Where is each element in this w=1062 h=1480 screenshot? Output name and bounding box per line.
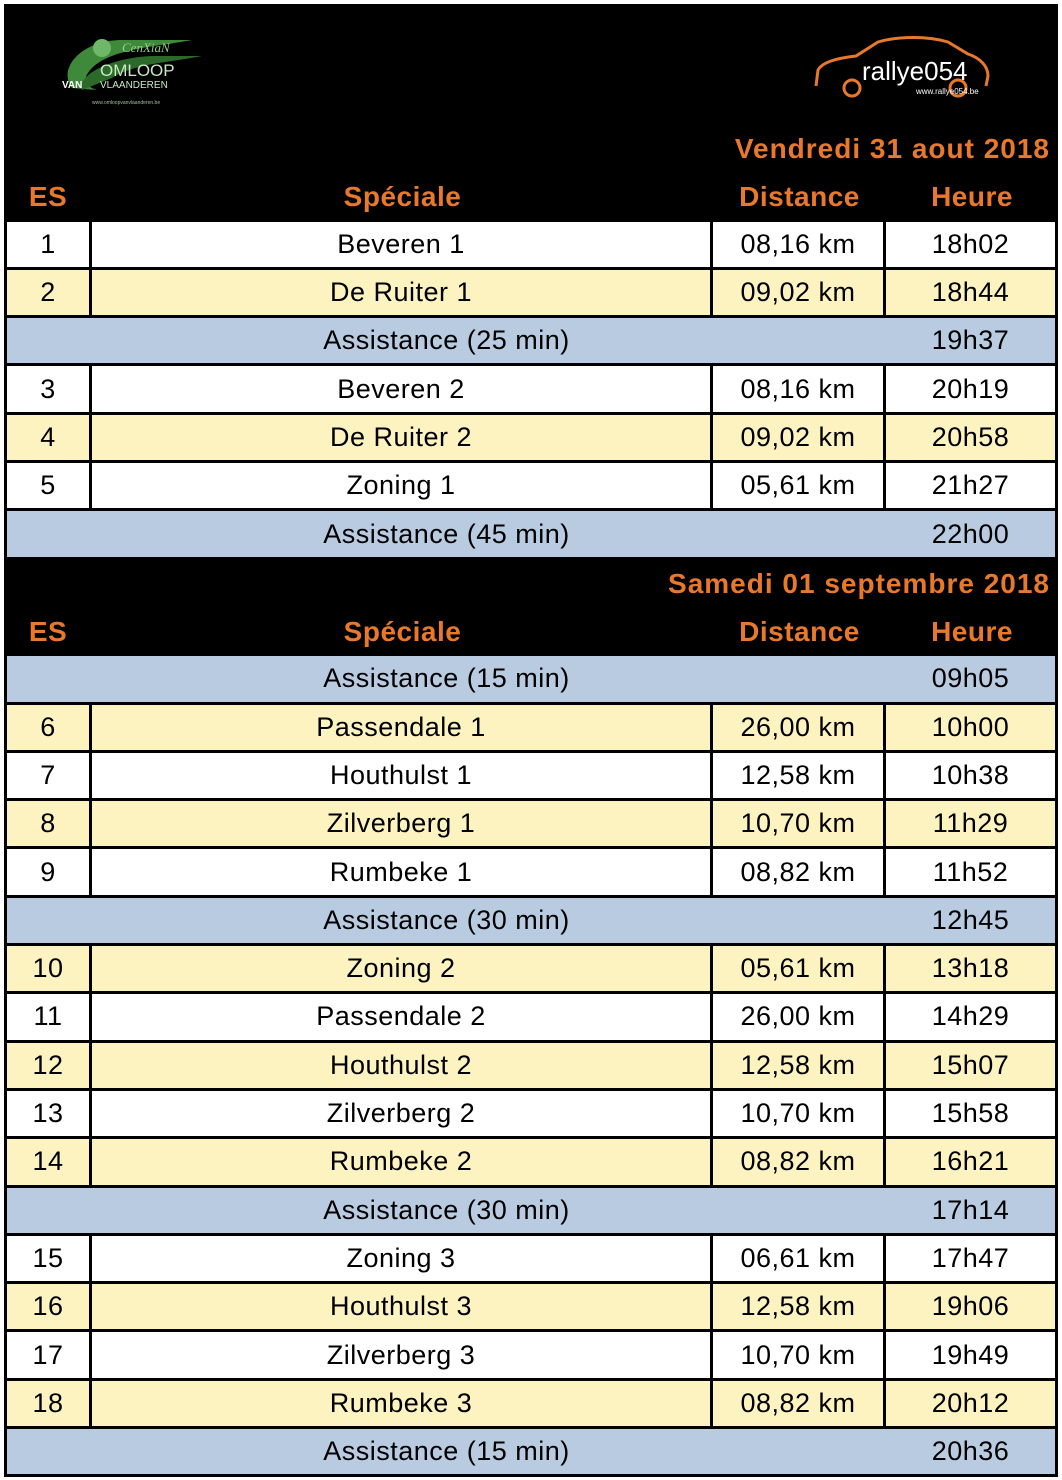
assistance-row xyxy=(4,898,1058,946)
column-heure-header: Heure xyxy=(931,181,1013,213)
assistance-time: 12h45 xyxy=(886,898,1058,946)
stage-time: 17h47 xyxy=(886,1236,1058,1284)
column-distance-header: Distance xyxy=(739,181,860,213)
stage-distance: 08,16 km xyxy=(713,366,886,414)
day-date-row xyxy=(4,125,1058,173)
stage-name: Beveren 2 xyxy=(92,366,713,414)
assistance-time: 17h14 xyxy=(886,1188,1058,1236)
stage-time: 20h12 xyxy=(886,1381,1058,1429)
stage-name: Rumbeke 2 xyxy=(92,1139,713,1187)
stage-name: Beveren 1 xyxy=(92,222,713,270)
stage-row xyxy=(4,1236,1058,1284)
stage-number: 6 xyxy=(4,705,92,753)
stage-distance: 05,61 km xyxy=(713,463,886,511)
stage-number: 8 xyxy=(4,801,92,849)
stage-number: 16 xyxy=(4,1284,92,1332)
stage-time: 18h02 xyxy=(886,222,1058,270)
column-header-row xyxy=(4,608,1058,656)
logo-bar xyxy=(4,4,1058,122)
rallye054-logo xyxy=(808,28,1008,108)
stage-number: 1 xyxy=(4,222,92,270)
stage-distance: 12,58 km xyxy=(713,1284,886,1332)
assistance-label: Assistance (15 min) xyxy=(4,656,886,704)
stage-row xyxy=(4,366,1058,414)
stage-name: Passendale 2 xyxy=(92,994,713,1042)
stage-distance: 09,02 km xyxy=(713,415,886,463)
stage-number: 12 xyxy=(4,1043,92,1091)
stage-time: 21h27 xyxy=(886,463,1058,511)
logo-line2-text: VLAANDEREN xyxy=(100,80,168,91)
column-heure-header: Heure xyxy=(931,616,1013,648)
logo-brand-text: CenXiaN xyxy=(122,40,170,55)
stage-time: 20h19 xyxy=(886,366,1058,414)
column-header-row xyxy=(4,173,1058,221)
stage-name: Zoning 3 xyxy=(92,1236,713,1284)
stage-name: Houthulst 1 xyxy=(92,753,713,801)
column-speciale-header: Spéciale xyxy=(343,181,462,213)
column-distance-header: Distance xyxy=(739,616,860,648)
stage-time: 14h29 xyxy=(886,994,1058,1042)
assistance-label: Assistance (45 min) xyxy=(4,511,886,559)
assistance-row xyxy=(4,318,1058,366)
stage-time: 11h29 xyxy=(886,801,1058,849)
stage-distance: 08,82 km xyxy=(713,1381,886,1429)
stage-row xyxy=(4,415,1058,463)
logo-url-text: www.omloopvanvlaanderen.be xyxy=(92,100,161,106)
stage-name: Passendale 1 xyxy=(92,705,713,753)
stage-distance: 12,58 km xyxy=(713,1043,886,1091)
assistance-row xyxy=(4,656,1058,704)
stage-row xyxy=(4,994,1058,1042)
timetable xyxy=(4,125,1058,1477)
stage-distance: 08,82 km xyxy=(713,849,886,897)
assistance-label: Assistance (30 min) xyxy=(4,1188,886,1236)
assistance-time: 22h00 xyxy=(886,511,1058,559)
stage-row xyxy=(4,705,1058,753)
stage-row xyxy=(4,801,1058,849)
stage-row xyxy=(4,1139,1058,1187)
stage-row xyxy=(4,1284,1058,1332)
stage-name: Houthulst 3 xyxy=(92,1284,713,1332)
stage-distance: 26,00 km xyxy=(713,994,886,1042)
stage-row xyxy=(4,1332,1058,1380)
stage-name: Zilverberg 1 xyxy=(92,801,713,849)
stage-distance: 08,82 km xyxy=(713,1139,886,1187)
assistance-label: Assistance (30 min) xyxy=(4,898,886,946)
stage-name: Rumbeke 3 xyxy=(92,1381,713,1429)
assistance-label: Assistance (15 min) xyxy=(4,1429,886,1477)
logo-line1-text: OMLOOP xyxy=(100,61,175,80)
stage-time: 15h58 xyxy=(886,1091,1058,1139)
stage-time: 11h52 xyxy=(886,849,1058,897)
stage-row xyxy=(4,1043,1058,1091)
schedule-sheet xyxy=(4,4,1058,1472)
day-title: Vendredi 31 aout 2018 xyxy=(734,133,1050,165)
assistance-time: 20h36 xyxy=(886,1429,1058,1477)
stage-number: 14 xyxy=(4,1139,92,1187)
stage-distance: 12,58 km xyxy=(713,753,886,801)
stage-number: 5 xyxy=(4,463,92,511)
stage-row xyxy=(4,463,1058,511)
stage-time: 16h21 xyxy=(886,1139,1058,1187)
assistance-row xyxy=(4,511,1058,559)
stage-distance: 10,70 km xyxy=(713,1091,886,1139)
column-speciale-header: Spéciale xyxy=(343,616,462,648)
logo-brand-text: rallye054 xyxy=(862,56,968,86)
stage-name: De Ruiter 1 xyxy=(92,270,713,318)
stage-distance: 26,00 km xyxy=(713,705,886,753)
stage-number: 9 xyxy=(4,849,92,897)
stage-number: 4 xyxy=(4,415,92,463)
stage-row xyxy=(4,1381,1058,1429)
day-date-row xyxy=(4,560,1058,608)
stage-number: 3 xyxy=(4,366,92,414)
day-title: Samedi 01 septembre 2018 xyxy=(668,567,1050,599)
assistance-row xyxy=(4,1429,1058,1477)
column-es-header: ES xyxy=(28,616,68,648)
stage-name: Rumbeke 1 xyxy=(92,849,713,897)
stage-distance: 06,61 km xyxy=(713,1236,886,1284)
omloop-van-vlaanderen-logo xyxy=(52,28,212,108)
stage-time: 20h58 xyxy=(886,415,1058,463)
assistance-label: Assistance (25 min) xyxy=(4,318,886,366)
stage-name: Zoning 2 xyxy=(92,946,713,994)
stage-time: 10h38 xyxy=(886,753,1058,801)
stage-row xyxy=(4,1091,1058,1139)
stage-time: 15h07 xyxy=(886,1043,1058,1091)
stage-distance: 05,61 km xyxy=(713,946,886,994)
stage-number: 7 xyxy=(4,753,92,801)
stage-time: 18h44 xyxy=(886,270,1058,318)
stage-distance: 10,70 km xyxy=(713,801,886,849)
stage-name: Zilverberg 3 xyxy=(92,1332,713,1380)
stage-row xyxy=(4,849,1058,897)
stage-time: 19h06 xyxy=(886,1284,1058,1332)
assistance-time: 09h05 xyxy=(886,656,1058,704)
stage-row xyxy=(4,753,1058,801)
stage-row xyxy=(4,270,1058,318)
stage-number: 10 xyxy=(4,946,92,994)
stage-time: 13h18 xyxy=(886,946,1058,994)
stage-distance: 08,16 km xyxy=(713,222,886,270)
logo-url-text: www.rallye054.be xyxy=(916,87,979,96)
stage-name: Houthulst 2 xyxy=(92,1043,713,1091)
stage-name: Zoning 1 xyxy=(92,463,713,511)
stage-name: De Ruiter 2 xyxy=(92,415,713,463)
stage-number: 13 xyxy=(4,1091,92,1139)
logo-van-text: VAN xyxy=(62,80,83,91)
stage-number: 11 xyxy=(4,994,92,1042)
stage-number: 18 xyxy=(4,1381,92,1429)
stage-number: 2 xyxy=(4,270,92,318)
stage-row xyxy=(4,222,1058,270)
stage-number: 17 xyxy=(4,1332,92,1380)
stage-distance: 10,70 km xyxy=(713,1332,886,1380)
stage-time: 10h00 xyxy=(886,705,1058,753)
column-es-header: ES xyxy=(28,181,68,213)
stage-time: 19h49 xyxy=(886,1332,1058,1380)
stage-row xyxy=(4,946,1058,994)
stage-number: 15 xyxy=(4,1236,92,1284)
assistance-time: 19h37 xyxy=(886,318,1058,366)
stage-name: Zilverberg 2 xyxy=(92,1091,713,1139)
stage-distance: 09,02 km xyxy=(713,270,886,318)
assistance-row xyxy=(4,1188,1058,1236)
